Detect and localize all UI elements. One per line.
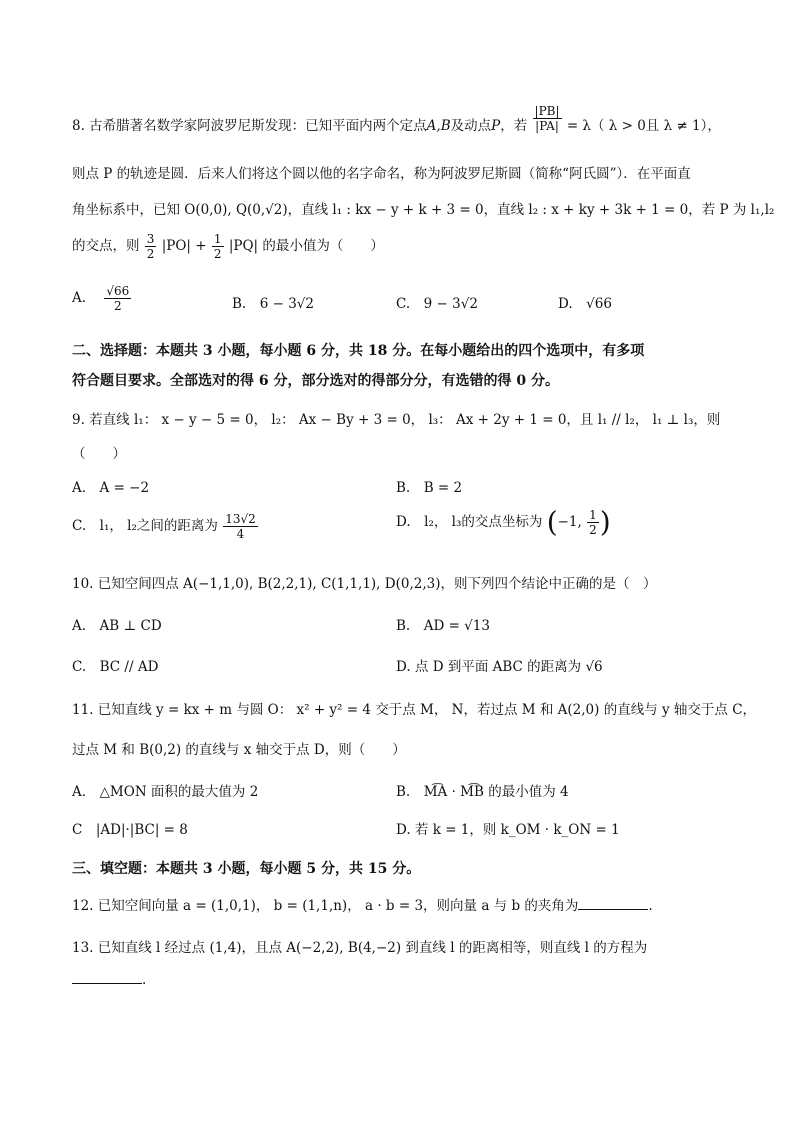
q10-option-d[interactable]: D. 点 D 到平面 ABC 的距离为 √6 (396, 659, 603, 675)
q13-end: . (142, 972, 147, 988)
q9-option-d-x: −1, (557, 514, 582, 530)
left-paren: ( (546, 505, 558, 539)
q8-ratio-num: |PB| (534, 104, 560, 118)
section2-heading-line2: 符合题目要求。全部选对的得 6 分，部分选对的得部分分，有选错的得 0 分。 (72, 373, 559, 389)
q9-option-c-fraction (223, 512, 258, 541)
q8-frac-3-2 (145, 232, 157, 261)
q12-end: . (648, 898, 653, 914)
q9-option-d[interactable] (396, 505, 611, 539)
q12-answer-blank[interactable] (578, 908, 648, 910)
q10-option-a[interactable]: A. AB ⊥ CD (72, 618, 162, 634)
q8-ratio-fraction (533, 104, 562, 133)
q8-ratio-den: |PA| (535, 119, 559, 133)
q8-option-a[interactable] (72, 284, 132, 313)
q13-line2 (72, 972, 146, 988)
q11-option-c[interactable]: C |AD|·|BC| = 8 (72, 822, 188, 838)
section2-heading-line1: 二、选择题：本题共 3 小题，每小题 6 分，共 18 分。在每小题给出的四个选项中，有多项 (72, 343, 645, 359)
q9-line1: 9. 若直线 l₁： x − y − 5 = 0， l₂： Ax − By + 3 = 0， l₃： Ax + 2y + 1 = 0，且 l₁ // l₂， l₁ ⊥ l₃，则 (72, 412, 721, 428)
q10-line1: 10. 已知空间四点 A(−1,1,0), B(2,2,1), C(1,1,1), D(0,2,3)，则下列四个结论中正确的是（ ） (72, 576, 657, 592)
q9-option-b[interactable]: B. B = 2 (396, 480, 463, 496)
q8-line4-b: |PO| + (161, 238, 207, 254)
q8-line1 (72, 104, 721, 141)
q9-option-c[interactable] (72, 512, 259, 541)
q8-option-a-fraction (104, 284, 131, 313)
q12-text: 12. 已知空间向量 a = (1,0,1)， b = (1,1,n)， a · b = 3，则向量 a 与 b 的夹角为 (72, 898, 579, 914)
option-label: A. (72, 290, 87, 306)
q8-text-e: ，若 (500, 118, 528, 134)
q11-option-a[interactable]: A. △MON 面积的最大值为 2 (72, 784, 259, 800)
q8-points: A,B (426, 118, 451, 134)
q8-line4-a: 的交点，则 (72, 238, 140, 254)
q9-option-d-text: D. l₂， l₃的交点坐标为 (396, 514, 543, 530)
q8-text-a: 8. 古希腊著名数学家阿波罗尼斯发现：已知平面内两个定点 (72, 118, 427, 134)
q13-line1: 13. 已知直线 l 经过点 (1,4)，且点 A(−2,2), B(4,−2) 到直线 l 的距离相等，则直线 l 的方程为 (72, 940, 648, 956)
q9-option-d-fraction (587, 508, 599, 537)
frac-den: 4 (236, 527, 245, 541)
frac-den: 2 (113, 299, 122, 313)
q8-frac-1-2 (212, 232, 224, 261)
q9-option-c-text: C. l₁， l₂之间的距离为 (72, 518, 218, 534)
q13-answer-blank[interactable] (72, 982, 142, 984)
q8-option-b[interactable]: B. 6 − 3√2 (232, 296, 314, 312)
q8-point-p: P (491, 118, 501, 134)
right-paren: ) (599, 505, 611, 539)
q8-option-c[interactable]: C. 9 − 3√2 (396, 296, 478, 312)
q9-line2: （ ） (72, 446, 126, 462)
frac-num: 13√2 (225, 512, 256, 526)
q9-option-a[interactable]: A. A = −2 (72, 480, 150, 496)
q11-line2: 过点 M 和 B(0,2) 的直线与 x 轴交于点 D，则（ ） (72, 742, 406, 758)
q12-line1 (72, 894, 653, 914)
frac-num: 3 (146, 232, 155, 246)
q11-option-b[interactable]: B. M͡A · M͡B 的最小值为 4 (396, 784, 569, 800)
section3-heading: 三、填空题：本题共 3 小题，每小题 5 分，共 15 分。 (72, 861, 421, 877)
q8-line3: 角坐标系中，已知 O(0,0), Q(0,√2)，直线 l₁ : kx − y + k + 3 = 0，直线 l₂ : x + ky + 3k + 1 = 0，若 P 为 l₁,l₂ (72, 202, 775, 218)
q8-line4 (72, 232, 384, 261)
q11-line1: 11. 已知直线 y = kx + m 与圆 O： x² + y² = 4 交于点 M， N，若过点 M 和 A(2,0) 的直线与 y 轴交于点 C， (72, 702, 757, 718)
frac-num: 1 (213, 232, 222, 246)
q8-line4-c: |PQ| 的最小值为（ ） (228, 238, 384, 254)
frac-num: 1 (589, 508, 597, 522)
q8-option-d[interactable]: D. √66 (558, 296, 612, 312)
q11-option-d[interactable]: D. 若 k = 1，则 k_OM · k_ON = 1 (396, 822, 620, 838)
frac-den: 2 (589, 523, 597, 537)
frac-num: √66 (106, 284, 130, 298)
frac-den: 2 (213, 247, 222, 261)
q8-line2: 则点 P 的轨迹是圆．后来人们将这个圆以他的名字命名，称为阿波罗尼斯圆（简称“阿氏圆”）．在平面直 (72, 166, 691, 182)
q8-text-f: = λ（ λ > 0且 λ ≠ 1）， (566, 118, 721, 134)
q10-option-b[interactable]: B. AD = √13 (396, 618, 490, 634)
frac-den: 2 (146, 247, 155, 261)
q10-option-c[interactable]: C. BC // AD (72, 659, 159, 675)
q8-text-c: 及动点 (450, 118, 492, 134)
